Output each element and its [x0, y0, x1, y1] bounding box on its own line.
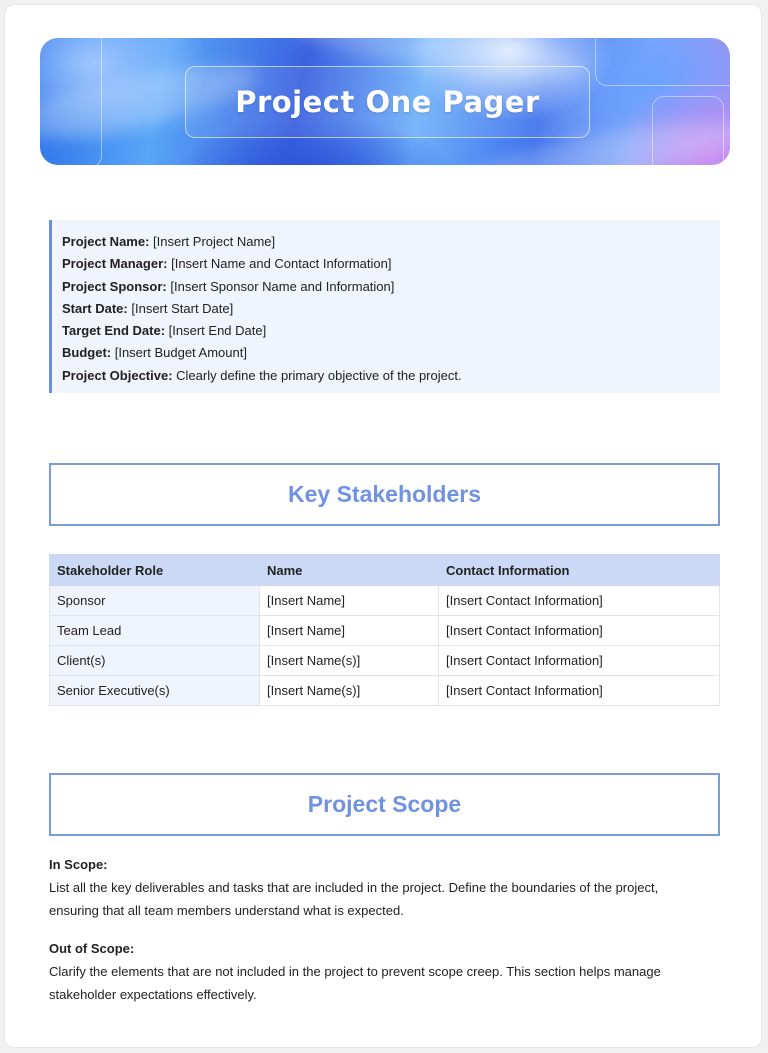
key-stakeholders-heading: Key Stakeholders: [49, 463, 720, 526]
in-scope-text-line: ensuring that all team members understand what is expected.: [49, 903, 404, 918]
table-cell-contact: [Insert Contact Information]: [439, 646, 720, 676]
table-cell-contact: [Insert Contact Information]: [439, 586, 720, 616]
table-row: [50, 676, 720, 706]
scope-section: [49, 853, 729, 1006]
table-cell-name: [Insert Name]: [260, 616, 439, 646]
out-of-scope-text-line: stakeholder expectations effectively.: [49, 987, 257, 1002]
table-cell-role: Senior Executive(s): [50, 676, 260, 706]
info-row-end-date: Target End Date: [Insert End Date]: [62, 323, 267, 339]
table-row: [50, 646, 720, 676]
table-row: [50, 616, 720, 646]
in-scope-text-line: List all the key deliverables and tasks that are included in the project. Define the boundaries of the project,: [49, 880, 659, 895]
table-cell-role: Team Lead: [50, 616, 260, 646]
info-row-project-manager: Project Manager: [Insert Name and Contact Information]: [62, 256, 392, 272]
table-cell-name: [Insert Name]: [260, 586, 439, 616]
table-cell-name: [Insert Name(s)]: [260, 646, 439, 676]
table-cell-contact: [Insert Contact Information]: [439, 676, 720, 706]
out-of-scope-label: Out of Scope:: [49, 941, 135, 956]
table-row: [50, 586, 720, 616]
stakeholders-table: [49, 554, 720, 706]
column-header: Contact Information: [439, 555, 720, 586]
table-cell-contact: [Insert Contact Information]: [439, 616, 720, 646]
project-scope-heading: Project Scope: [49, 773, 720, 836]
info-row-objective: Project Objective: Clearly define the primary objective of the project.: [62, 367, 462, 383]
column-header: Stakeholder Role: [50, 555, 260, 586]
document-title: Project One Pager: [185, 66, 590, 138]
info-row-project-name: Project Name: [Insert Project Name]: [62, 234, 276, 249]
table-cell-name: [Insert Name(s)]: [260, 676, 439, 706]
info-row-start-date: Start Date: [Insert Start Date]: [62, 300, 234, 316]
table-cell-role: Client(s): [50, 646, 260, 676]
info-row-budget: Budget: [Insert Budget Amount]: [62, 345, 247, 361]
column-header: Name: [260, 555, 439, 586]
out-of-scope-text-line: Clarify the elements that are not included in the project to prevent scope creep. This section helps manage: [49, 964, 661, 979]
header-banner: [40, 38, 730, 165]
info-row-project-sponsor: Project Sponsor: [Insert Sponsor Name and Information]: [62, 278, 395, 294]
project-info-panel: [49, 220, 720, 393]
document-page: [4, 4, 762, 1048]
in-scope-label: In Scope:: [49, 857, 108, 872]
table-cell-role: Sponsor: [50, 586, 260, 616]
table-header-row: [50, 555, 720, 586]
